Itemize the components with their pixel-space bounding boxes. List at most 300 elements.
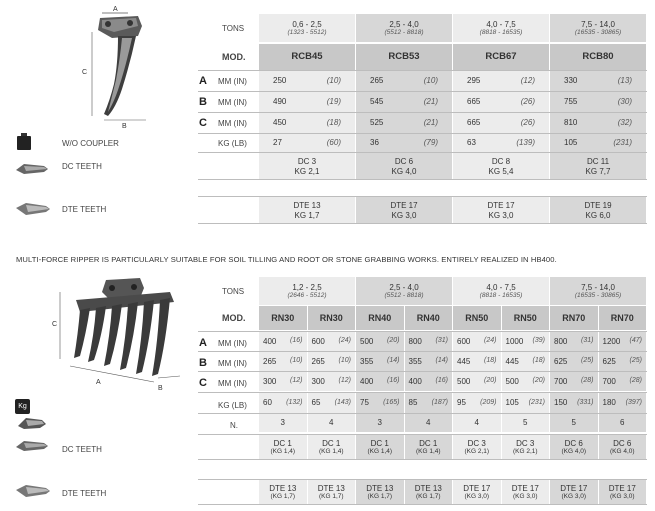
t2-n-value: 5 [571,418,576,428]
t2-in-value: (31) [581,337,594,345]
t2-mm-value: 400 [408,376,422,386]
t1-model-cell [259,44,355,70]
t2-n-label: N. [230,421,238,430]
t2-dc-cell [259,435,307,460]
t2-mm-value: 500 [457,376,471,386]
t1-in-value: (26) [520,118,535,128]
t1-dte-weight: KG 6,0 [585,210,611,220]
t2-mm-value: 180 [602,398,616,408]
dim-a2-label: A [96,379,101,386]
t1-dte-code: DTE 13 [293,201,321,211]
t1-c-cell [356,113,452,133]
t1-mm-value: 330 [564,76,578,86]
t2-n-cell [453,414,501,432]
t1-dc-cell [453,153,549,180]
t2-mm-value: 1200 [602,336,621,346]
t2-in-value: (31) [435,337,448,345]
t2-dc-weight: (KG 4,0) [561,448,587,456]
t1-dc-weight: KG 2,1 [294,166,320,176]
t2-in-value: (25) [581,357,594,365]
t2-mm-value: 150 [554,398,568,408]
t2-dte-cell [599,480,647,505]
t1-dc-code: DC 6 [394,157,414,167]
t2-row-divider [198,504,647,505]
t2-model-cell [599,306,647,330]
t2-dc-weight: (KG 4,0) [609,448,635,456]
t2-mm-value: 300 [311,376,325,386]
t2-mm-value: 600 [311,336,325,346]
t2-in-value: (16) [387,377,400,385]
t2-c-cell [405,372,453,391]
t2-in-value: (132) [286,398,303,406]
t2-a-cell [308,332,356,351]
t2-model-cell [259,306,307,330]
t2-dc-cell [356,435,404,460]
t2-dte-cell [308,480,356,505]
t1-tons-value: 4,0 - 7,5 [486,19,516,29]
t2-dte-code: DTE 13 [366,484,394,494]
t2-in-value: (331) [577,398,594,406]
t1-mm-value: 27 [273,138,282,148]
t2-dte-teeth: DTE TEETH [62,489,107,498]
t2-dte-cell [453,480,501,505]
t1-b-cell [356,92,452,112]
t2-in-value: (165) [383,398,400,406]
t2-dte-weight: (KG 1,7) [318,493,344,501]
t2-mm-value: 700 [602,376,616,386]
t2-dte-code: DTE 13 [269,484,297,494]
t2-row-c: C [199,377,207,389]
t2-tons-cell [550,277,646,305]
t2-row-divider [198,413,647,414]
kg-icon: Kg [15,399,30,414]
t2-a-cell [502,332,550,351]
t2-n-value: 6 [620,418,625,428]
t1-in-value: (10) [423,76,438,86]
t2-dc-code: DC 3 [467,439,486,449]
t2-dc-cell [405,435,453,460]
t2-tons-value: 1,2 - 2,5 [292,282,322,292]
t2-in-value: (12) [338,377,351,385]
t2-dte-weight: (KG 3,0) [512,493,538,501]
t1-row-divider [198,112,647,113]
t1-model-cell [550,44,646,70]
dc-tooth-icon-2 [14,437,50,455]
t2-tons-cell [259,277,355,305]
t2-n-value: 4 [474,418,479,428]
t1-row-b: B [199,96,207,108]
t1-mm-value: 36 [370,138,379,148]
t1-dte-cell [356,197,452,224]
t1-c-cell [453,113,549,133]
t1-mm-value: 665 [467,97,481,107]
t2-kg-cell [550,393,598,413]
t2-n-cell [502,414,550,432]
t2-dte-cell [259,480,307,505]
t2-mm-value: 75 [360,398,369,408]
t1-model-cell [453,44,549,70]
t1-dc-code: DC 8 [491,157,511,167]
t2-in-value: (231) [528,398,545,406]
t2-dte-weight: (KG 1,7) [415,493,441,501]
t1-tons-cell [259,14,355,42]
t1-a-cell [356,71,452,91]
t2-dte-code: DTE 17 [560,484,588,494]
t1-in-value: (13) [617,76,632,86]
t2-kg-cell [405,393,453,413]
t2-b-cell [599,352,647,371]
t1-row-a: A [199,75,207,87]
t2-dc-code: DC 1 [273,439,292,449]
t2-model-name: RN30 [319,312,343,323]
t2-row-divider [198,371,647,372]
t2-n-cell [550,414,598,432]
t2-n-cell [356,414,404,432]
t2-mm-value: 445 [457,356,471,366]
t2-model-cell [405,306,453,330]
t2-model-cell [453,306,501,330]
t1-in-value: (79) [423,138,438,148]
t2-b-cell [550,352,598,371]
t2-dc-weight: (KG 2,1) [464,448,490,456]
t1-mm-value: 295 [467,76,481,86]
t2-n-value: 3 [377,418,382,428]
t1-in-value: (32) [617,118,632,128]
t2-tons-value: 7,5 - 14,0 [581,282,615,292]
t2-dte-weight: (KG 3,0) [609,493,635,501]
t1-a-cell [259,71,355,91]
t2-mm-value: 600 [457,336,471,346]
t1-tons-cell [453,14,549,42]
t2-tons-value: 2,5 - 4,0 [389,282,419,292]
t2-dte-weight: (KG 1,7) [367,493,393,501]
t1-dc-cell [356,153,452,180]
t2-model-cell [550,306,598,330]
t2-in-value: (20) [484,377,497,385]
t1-mm-value: 545 [370,97,384,107]
t2-dc-cell [453,435,501,460]
dte-tooth-icon [14,200,50,218]
t2-a-cell [356,332,404,351]
t2-kg-cell [259,393,307,413]
t1-row-divider [198,70,647,71]
t1-in-value: (30) [617,97,632,107]
t1-mm-value: 250 [273,76,287,86]
t1-kg-cell [356,134,452,152]
t2-mm-value: 800 [408,336,422,346]
t1-in-value: (21) [423,97,438,107]
dim-a-label: A [113,6,118,13]
t2-n-value: 3 [280,418,285,428]
t2-model-cell [502,306,550,330]
t2-b-cell [453,352,501,371]
t1-tons-value: 7,5 - 14,0 [581,19,615,29]
t2-row-divider [198,434,647,435]
t2-a-cell [259,332,307,351]
t2-kg-cell [308,393,356,413]
t1-kg-cell [550,134,646,152]
t1-tons-lb: (16535 - 30865) [574,28,622,36]
t2-in-value: (24) [338,337,351,345]
t2-row-divider [198,479,647,480]
t2-model-name: RN30 [271,312,295,323]
t2-dte-code: DTE 17 [463,484,491,494]
t1-c-cell [259,113,355,133]
t2-dc-code: DC 1 [370,439,389,449]
t1-dte-code: DTE 17 [487,201,515,211]
t1-dc-code: DC 11 [586,157,610,167]
t2-tons-lb: (16535 - 30865) [574,291,622,299]
t1-kg-cell [259,134,355,152]
t2-model-name: RN50 [465,312,489,323]
t2-row-divider [198,392,647,393]
t2-row-a: A [199,337,207,349]
t2-in-value: (12) [290,377,303,385]
t2-in-value: (143) [334,398,351,406]
t2-mm-value: 355 [408,356,422,366]
t2-in-value: (16) [435,377,448,385]
t2-dc-weight: (KG 1,4) [415,448,441,456]
t1-dc-weight: KG 5,4 [488,166,514,176]
t1-tons-lb: (1323 - 5512) [287,28,327,36]
teeth-count-icon [14,414,50,432]
t1-b-cell [550,92,646,112]
t1-row-divider [198,91,647,92]
t2-mod-label: MOD. [222,313,246,323]
t1-in-value: (19) [326,97,341,107]
t2-in-value: (187) [431,398,448,406]
t2-dte-cell [502,480,550,505]
t1-mm-value: 105 [564,138,578,148]
dte-tooth-icon-2 [14,482,50,500]
t1-in-value: (12) [520,76,535,86]
t2-mm-value: 1000 [505,336,524,346]
t2-mm-value: 355 [360,356,374,366]
t1-row-c: C [199,117,207,129]
t2-model-name: RN70 [610,312,634,323]
t2-b-cell [259,352,307,371]
t1-dte-code: DTE 19 [584,201,612,211]
t2-tons-lb: (8818 - 16535) [479,291,523,299]
t2-tons-lb: (2646 - 5512) [287,291,327,299]
t2-mm-value: 445 [505,356,519,366]
t2-tons-value: 4,0 - 7,5 [486,282,516,292]
t1-in-value: (26) [520,97,535,107]
t2-in-value: (397) [625,398,642,406]
dim-c-label: C [82,69,88,76]
t2-n-cell [599,414,647,432]
t1-tons-label: TONS [222,24,245,33]
t2-in-value: (18) [532,357,545,365]
t1-row-divider [198,152,647,153]
t2-dte-cell [550,480,598,505]
t1-tons-lb: (5512 - 8818) [384,28,424,36]
t2-dc-weight: (KG 2,1) [512,448,538,456]
t2-dc-code: DC 6 [564,439,583,449]
t2-c-cell [308,372,356,391]
t2-model-name: RN40 [368,312,392,323]
t1-mm-value: 810 [564,118,578,128]
t2-row-b: B [199,357,207,369]
t2-dc-code: DC 3 [516,439,535,449]
t2-dte-weight: (KG 3,0) [561,493,587,501]
t2-mm-value: 800 [554,336,568,346]
t1-mm-value: 665 [467,118,481,128]
t1-mm-value: 755 [564,97,578,107]
t2-in-value: (10) [290,357,303,365]
t2-kg-cell [502,393,550,413]
t2-in-value: (47) [629,337,642,345]
t2-in-value: (14) [387,357,400,365]
t2-in-value: (14) [435,357,448,365]
t2-mm-value: 65 [311,398,321,408]
t2-in-value: (28) [629,377,642,385]
t1-dc-cell [550,153,646,180]
t1-model-name: RCB67 [485,50,517,62]
t2-mm-value: 105 [505,398,519,408]
t2-mm-value: 95 [457,398,466,408]
t1-dte-teeth: DTE TEETH [62,205,107,214]
t2-dte-weight: (KG 3,0) [464,493,490,501]
t2-model-cell [308,306,356,330]
t1-wo-coupler: W/O COUPLER [62,139,119,148]
t2-dte-cell [405,480,453,505]
t2-b-cell [308,352,356,371]
dim-c2-label: C [52,321,58,328]
t2-mm-value: 625 [602,356,616,366]
t2-mm-value: 500 [360,336,374,346]
t2-tons-cell [356,277,452,305]
t1-in-value: (231) [613,138,632,148]
t2-in-value: (28) [581,377,594,385]
t2-mm-value: 300 [263,376,277,386]
t2-tons-lb: (5512 - 8818) [384,291,424,299]
t2-dc-weight: (KG 1,4) [367,448,393,456]
t1-mm-value: 525 [370,118,384,128]
t1-a-cell [550,71,646,91]
t2-model-name: RN40 [416,312,440,323]
t2-in-value: (16) [290,337,303,345]
t1-mm-value: 490 [273,97,287,107]
t1-tons-cell [550,14,646,42]
t2-n-cell [405,414,453,432]
t2-kg-cell [599,393,647,413]
t2-mm-value: 85 [408,398,418,408]
t1-model-cell [356,44,452,70]
t2-mm-value: 265 [311,356,325,366]
t2-mm-label-b: MM (IN) [218,359,247,368]
t2-in-value: (209) [480,398,497,406]
t2-b-cell [502,352,550,371]
t1-mm-value: 63 [467,138,476,148]
t1-mm-label-c: MM (IN) [218,119,247,128]
t1-dte-cell [259,197,355,224]
t1-dte-code: DTE 17 [390,201,418,211]
t2-dte-code: DTE 13 [317,484,345,494]
t1-a-cell [453,71,549,91]
t2-dc-code: DC 1 [322,439,341,449]
t2-a-cell [599,332,647,351]
t2-model-cell [356,306,404,330]
t2-dc-weight: (KG 1,4) [318,448,344,456]
single-ripper-diagram [78,4,178,130]
t2-in-value: (39) [532,337,545,345]
t1-dte-cell [550,197,646,224]
t1-tons-value: 0,6 - 2,5 [292,19,322,29]
t1-mm-label-a: MM (IN) [218,77,247,86]
t2-dc-cell [502,435,550,460]
t2-row-divider [198,331,647,332]
t1-dc-weight: KG 4,0 [391,166,417,176]
t2-mm-value: 265 [263,356,277,366]
t2-n-value: 5 [523,418,528,428]
t1-model-name: RCB45 [291,50,323,62]
t2-n-cell [259,414,307,432]
t2-in-value: (10) [338,357,351,365]
t2-b-cell [405,352,453,371]
t1-model-name: RCB80 [582,50,614,62]
t1-tons-cell [356,14,452,42]
t1-row-divider [198,133,647,134]
dim-b2-label: B [158,385,163,392]
t1-dte-cell [453,197,549,224]
t2-c-cell [550,372,598,391]
t2-tons-label: TONS [222,287,245,296]
t1-row-divider [198,223,647,224]
t2-model-name: RN70 [562,312,586,323]
t2-c-cell [259,372,307,391]
t2-mm-label-c: MM (IN) [218,379,247,388]
t1-c-cell [550,113,646,133]
t2-n-cell [308,414,356,432]
t1-in-value: (21) [423,118,438,128]
t2-mm-value: 500 [505,376,519,386]
t1-mm-label-b: MM (IN) [218,98,247,107]
t2-dc-cell [599,435,647,460]
t2-kg-label: KG (LB) [218,401,247,410]
t2-row-divider [198,351,647,352]
t1-dc-teeth: DC TEETH [62,162,102,171]
t1-dte-weight: KG 3,0 [488,210,514,220]
t2-dte-cell [356,480,404,505]
t2-in-value: (20) [387,337,400,345]
t2-c-cell [453,372,501,391]
t1-in-value: (60) [326,138,341,148]
t2-dc-cell [308,435,356,460]
t2-mm-label-a: MM (IN) [218,339,247,348]
t2-dte-code: DTE 17 [511,484,539,494]
t2-dc-code: DC 1 [419,439,438,449]
t2-in-value: (20) [532,377,545,385]
t1-dc-cell [259,153,355,180]
t2-c-cell [356,372,404,391]
t1-mod-label: MOD. [222,52,246,62]
t2-in-value: (18) [484,357,497,365]
weight-icon [15,133,33,151]
t2-model-name: RN50 [513,312,537,323]
t2-n-value: 4 [426,418,431,428]
t2-a-cell [550,332,598,351]
t2-kg-cell [356,393,404,413]
t2-a-cell [405,332,453,351]
t2-dc-code: DC 6 [613,439,632,449]
t1-row-divider [198,196,647,197]
t1-b-cell [453,92,549,112]
t2-b-cell [356,352,404,371]
t1-dte-weight: KG 3,0 [391,210,417,220]
t2-row-divider [198,459,647,460]
t2-a-cell [453,332,501,351]
